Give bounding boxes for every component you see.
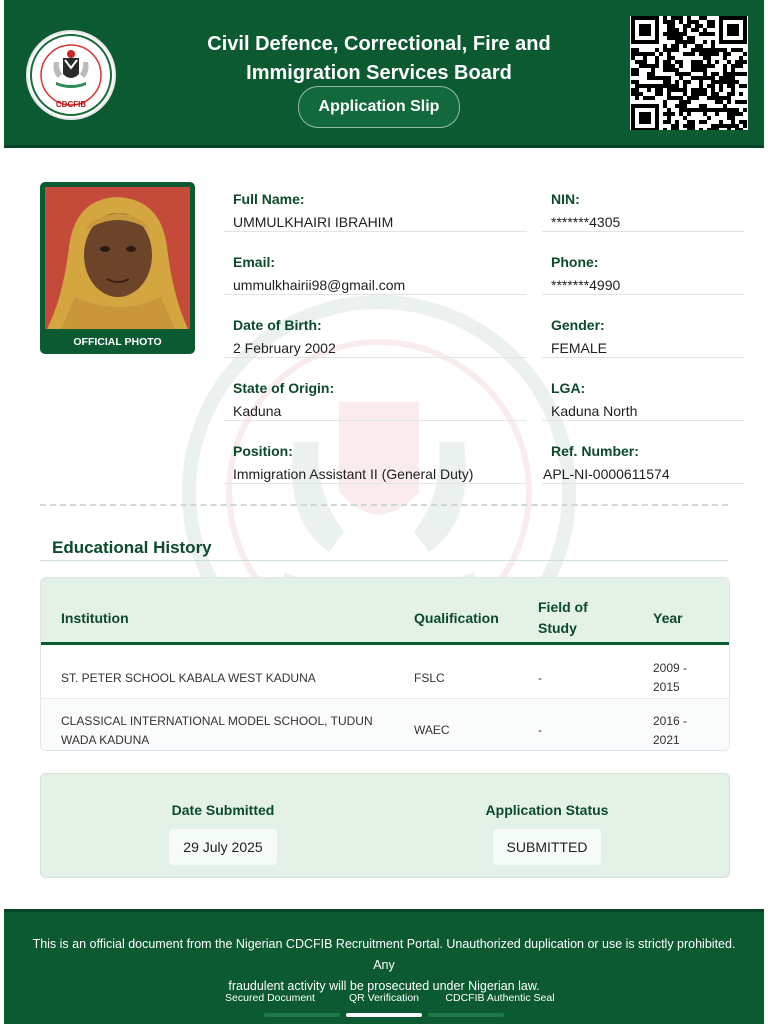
full-name-label: Full Name: [233, 191, 305, 207]
header-qualification: Qualification [414, 610, 499, 626]
application-slip-badge: Application Slip [298, 86, 460, 128]
header-banner [4, 0, 764, 148]
field-phone [542, 251, 744, 295]
cell-year-line-2: 2015 [653, 680, 680, 694]
official-photo [45, 187, 190, 329]
header-divider [4, 145, 764, 148]
ref-label: Ref. Number: [551, 443, 639, 459]
section-divider [40, 504, 728, 506]
cell-year-line-1: 2016 - [653, 714, 688, 728]
email-value: ummulkhairii98@gmail.com [233, 277, 406, 293]
cell-institution [61, 712, 373, 750]
status-badge: SUBMITTED [493, 829, 601, 865]
dob-value: 2 February 2002 [233, 340, 336, 356]
cdcfib-logo [26, 30, 116, 120]
ref-value: APL-NI-0000611574 [543, 466, 670, 482]
cell-field-of-study: - [538, 671, 542, 685]
educational-history-title: Educational History [52, 538, 212, 557]
lga-value: Kaduna North [551, 403, 638, 419]
photo-caption: OFFICIAL PHOTO [73, 336, 162, 348]
cell-year-line-1: 2009 - [653, 661, 688, 675]
footer-line-1: This is an official document from the Nigerian CDCFIB Recruitment Portal. Unauthorized duplication or use is strictly prohibited. Any [32, 937, 736, 972]
field-email [224, 251, 527, 295]
title-line-2: Immigration Services Board [246, 62, 512, 84]
footer [4, 909, 764, 1024]
gender-value: FEMALE [551, 340, 608, 356]
full-name-value: UMMULKHAIRI IBRAHIM [233, 214, 394, 230]
header-field-of-study [538, 597, 588, 639]
position-label: Position: [233, 443, 293, 459]
footer-indicator-1 [264, 1013, 340, 1017]
date-submitted-label: Date Submitted [171, 802, 275, 818]
state-value: Kaduna [233, 403, 282, 419]
table-row [41, 699, 729, 751]
qr-code[interactable] [630, 16, 748, 130]
footer-authentic-seal: CDCFIB Authentic Seal [445, 992, 555, 1004]
field-lga [542, 377, 744, 421]
field-state-of-origin [224, 377, 527, 421]
state-label: State of Origin: [233, 380, 335, 396]
education-table [40, 577, 730, 751]
cell-institution-line-2: WADA KADUNA [61, 733, 150, 747]
position-value: Immigration Assistant II (General Duty) [233, 466, 474, 482]
field-position [224, 440, 527, 484]
page-title [144, 30, 614, 88]
title-line-1: Civil Defence, Correctional, Fire and [207, 33, 551, 55]
submission-summary [40, 773, 730, 878]
email-label: Email: [233, 254, 276, 270]
footer-indicator-3 [428, 1013, 504, 1017]
field-nin [542, 188, 744, 232]
footer-secured-document: Secured Document [225, 992, 315, 1004]
footer-disclaimer [24, 934, 744, 997]
table-row [41, 647, 729, 699]
application-slip [4, 0, 764, 1024]
cell-year-line-2: 2021 [653, 733, 680, 747]
field-full-name [224, 188, 527, 232]
logo-caption: CDCFIB [55, 100, 87, 109]
gender-label: Gender: [551, 317, 605, 333]
application-status-label: Application Status [485, 802, 609, 818]
dob-label: Date of Birth: [233, 317, 322, 333]
phone-label: Phone: [551, 254, 599, 270]
field-date-of-birth [224, 314, 527, 358]
cell-qualification: WAEC [414, 723, 450, 737]
cell-institution: ST. PETER SCHOOL KABALA WEST KADUNA [61, 671, 316, 685]
photo-card [40, 182, 195, 354]
header-year: Year [653, 610, 683, 626]
footer-line-2: fraudulent activity will be prosecuted under Nigerian law. [228, 979, 540, 993]
cell-year [653, 659, 687, 697]
educational-history-underline [40, 560, 728, 561]
header-institution: Institution [61, 610, 129, 626]
cell-field-of-study: - [538, 723, 542, 737]
header-field-line-2: Study [538, 620, 577, 636]
header-field-line-1: Field of [538, 599, 588, 615]
footer-indicator-2 [346, 1013, 422, 1017]
nin-label: NIN: [551, 191, 580, 207]
table-header [41, 578, 729, 645]
phone-value: *******4990 [551, 277, 621, 293]
field-gender [542, 314, 744, 358]
date-submitted-value: 29 July 2025 [169, 829, 277, 865]
footer-qr-verification: QR Verification [348, 992, 420, 1004]
field-ref-number [542, 440, 744, 484]
cell-qualification: FSLC [414, 671, 445, 685]
lga-label: LGA: [551, 380, 586, 396]
nin-value: *******4305 [551, 214, 621, 230]
cell-institution-line-1: CLASSICAL INTERNATIONAL MODEL SCHOOL, TUDUN [61, 714, 373, 728]
cell-year [653, 712, 687, 750]
